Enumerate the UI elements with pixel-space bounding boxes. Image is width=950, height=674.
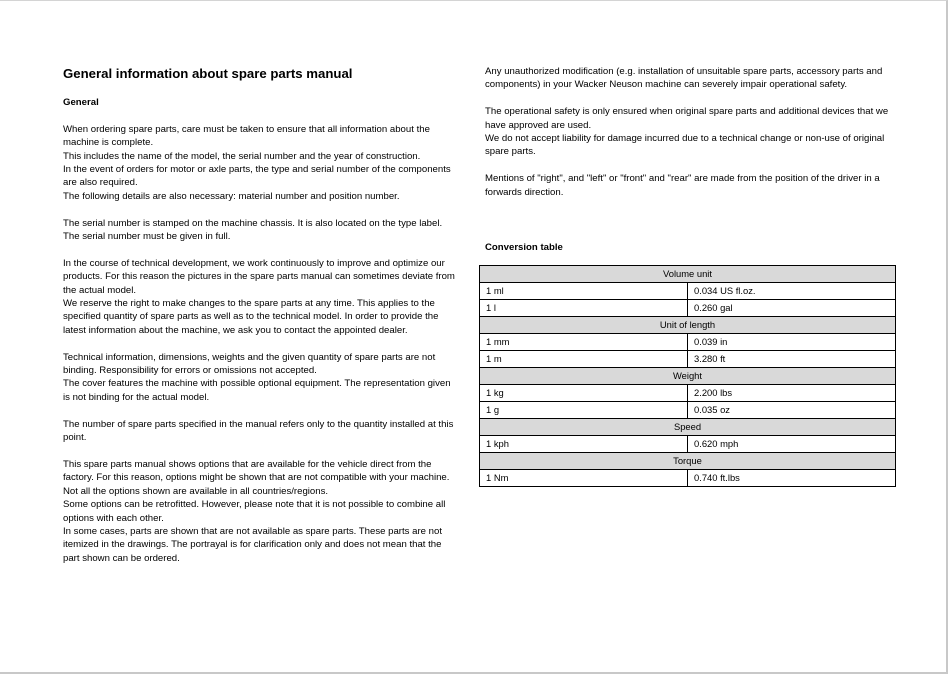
group-header-speed: Speed: [480, 419, 896, 436]
paragraph-gap: [63, 337, 458, 350]
paragraph-gap: [63, 404, 458, 417]
paragraph-gap: [63, 203, 458, 216]
paragraph: We reserve the right to make changes to the spare parts at any time. This applies to the specified quantity of spare parts as well as to the technical model. In order to provide the latest information about the machine, we ask you to contact the appointed dealer.: [63, 298, 439, 336]
paragraph: When ordering spare parts, care must be taken to ensure that all information about the machine is complete.: [63, 123, 430, 149]
paragraph-gap: [485, 159, 895, 172]
paragraph: We do not accept liability for damage incurred due to a technical change or non-use of original spare parts.: [485, 133, 885, 158]
paragraph: Any unauthorized modification (e.g. installation of unsuitable spare parts, accessory parts and components) in your Wacker Neuson machine can severely impair operational safety.: [485, 66, 883, 91]
table-row: [480, 351, 896, 368]
right-column: [485, 65, 895, 199]
paragraph: In the event of orders for motor or axle parts, the type and serial number of the components are also required.: [63, 164, 451, 189]
group-header-volume: Volume unit: [480, 266, 896, 283]
table-group-row: [480, 453, 896, 470]
paragraph: Some options can be retrofitted. However, please note that it is not possible to combine all options with each other.: [63, 499, 446, 524]
table-cell-to: 0.620 mph: [688, 436, 896, 453]
group-header-torque: Torque: [480, 453, 896, 470]
table-cell-from: 1 ml: [480, 283, 688, 300]
left-column: [63, 65, 458, 565]
table-cell-to: 2.200 lbs: [688, 385, 896, 402]
paragraph-gap: [63, 444, 458, 457]
group-header-weight: Weight: [480, 368, 896, 385]
table-cell-from: 1 m: [480, 351, 688, 368]
table-row: [480, 283, 896, 300]
conversion-table-heading: Conversion table: [485, 242, 563, 253]
paragraph-gap: [63, 243, 458, 256]
paragraph-gap: [485, 92, 895, 105]
paragraph: Technical information, dimensions, weights and the given quantity of spare parts are not binding. Responsibility for errors or omissions not accepted.: [63, 351, 436, 377]
page-title: General information about spare parts manual: [63, 66, 353, 81]
table-cell-from: 1 g: [480, 402, 688, 419]
left-body: [63, 123, 458, 565]
section-heading-general: General: [63, 97, 99, 108]
paragraph: The cover features the machine with possible optional equipment. The representation given is not binding for the actual model.: [63, 378, 451, 403]
table-cell-from: 1 Nm: [480, 470, 688, 487]
table-cell-to: 0.740 ft.lbs: [688, 470, 896, 487]
table-row: [480, 470, 896, 487]
paragraph: In some cases, parts are shown that are not available as spare parts. These parts are not itemized in the drawings. The portrayal is for clarification only and does not mean that the part shown can be ordered.: [63, 525, 442, 564]
table-cell-from: 1 mm: [480, 334, 688, 351]
group-header-length: Unit of length: [480, 317, 896, 334]
table-row: [480, 402, 896, 419]
table-row: [480, 300, 896, 317]
paragraph: The number of spare parts specified in the manual refers only to the quantity installed at this point.: [63, 418, 454, 444]
table-cell-from: 1 kg: [480, 385, 688, 402]
paragraph: This includes the name of the model, the serial number and the year of construction.: [63, 150, 421, 162]
table-group-row: [480, 368, 896, 385]
conversion-table: [479, 265, 896, 487]
paragraph: The following details are also necessary: material number and position number.: [63, 190, 400, 202]
table-cell-to: 3.280 ft: [688, 351, 896, 368]
table-row: [480, 385, 896, 402]
table-cell-to: 0.035 oz: [688, 402, 896, 419]
table-group-row: [480, 419, 896, 436]
table-cell-to: 0.260 gal: [688, 300, 896, 317]
table-cell-to: 0.034 US fl.oz.: [688, 283, 896, 300]
paragraph: The serial number is stamped on the machine chassis. It is also located on the type label. The serial number must be given in full.: [63, 217, 443, 243]
paragraph: The operational safety is only ensured when original spare parts and additional devices that we have approved are used.: [485, 106, 889, 131]
table-group-row: [480, 317, 896, 334]
table-cell-from: 1 l: [480, 300, 688, 317]
paragraph: In the course of technical development, we work continuously to improve and optimize our products. For this reason the pictures in the spare parts manual can sometimes deviate from the actual model.: [63, 257, 455, 296]
table-cell-to: 0.039 in: [688, 334, 896, 351]
table-row: [480, 334, 896, 351]
table-row: [480, 436, 896, 453]
table-cell-from: 1 kph: [480, 436, 688, 453]
paragraph: This spare parts manual shows options that are available for the vehicle direct from the factory. For this reason, options might be shown that are not compatible with your machine. Not all the options shown are available in all countries/regions.: [63, 458, 450, 497]
table-group-row: [480, 266, 896, 283]
paragraph: Mentions of "right", and "left" or "front" and "rear" are made from the position of the driver in a forwards direction.: [485, 173, 880, 198]
